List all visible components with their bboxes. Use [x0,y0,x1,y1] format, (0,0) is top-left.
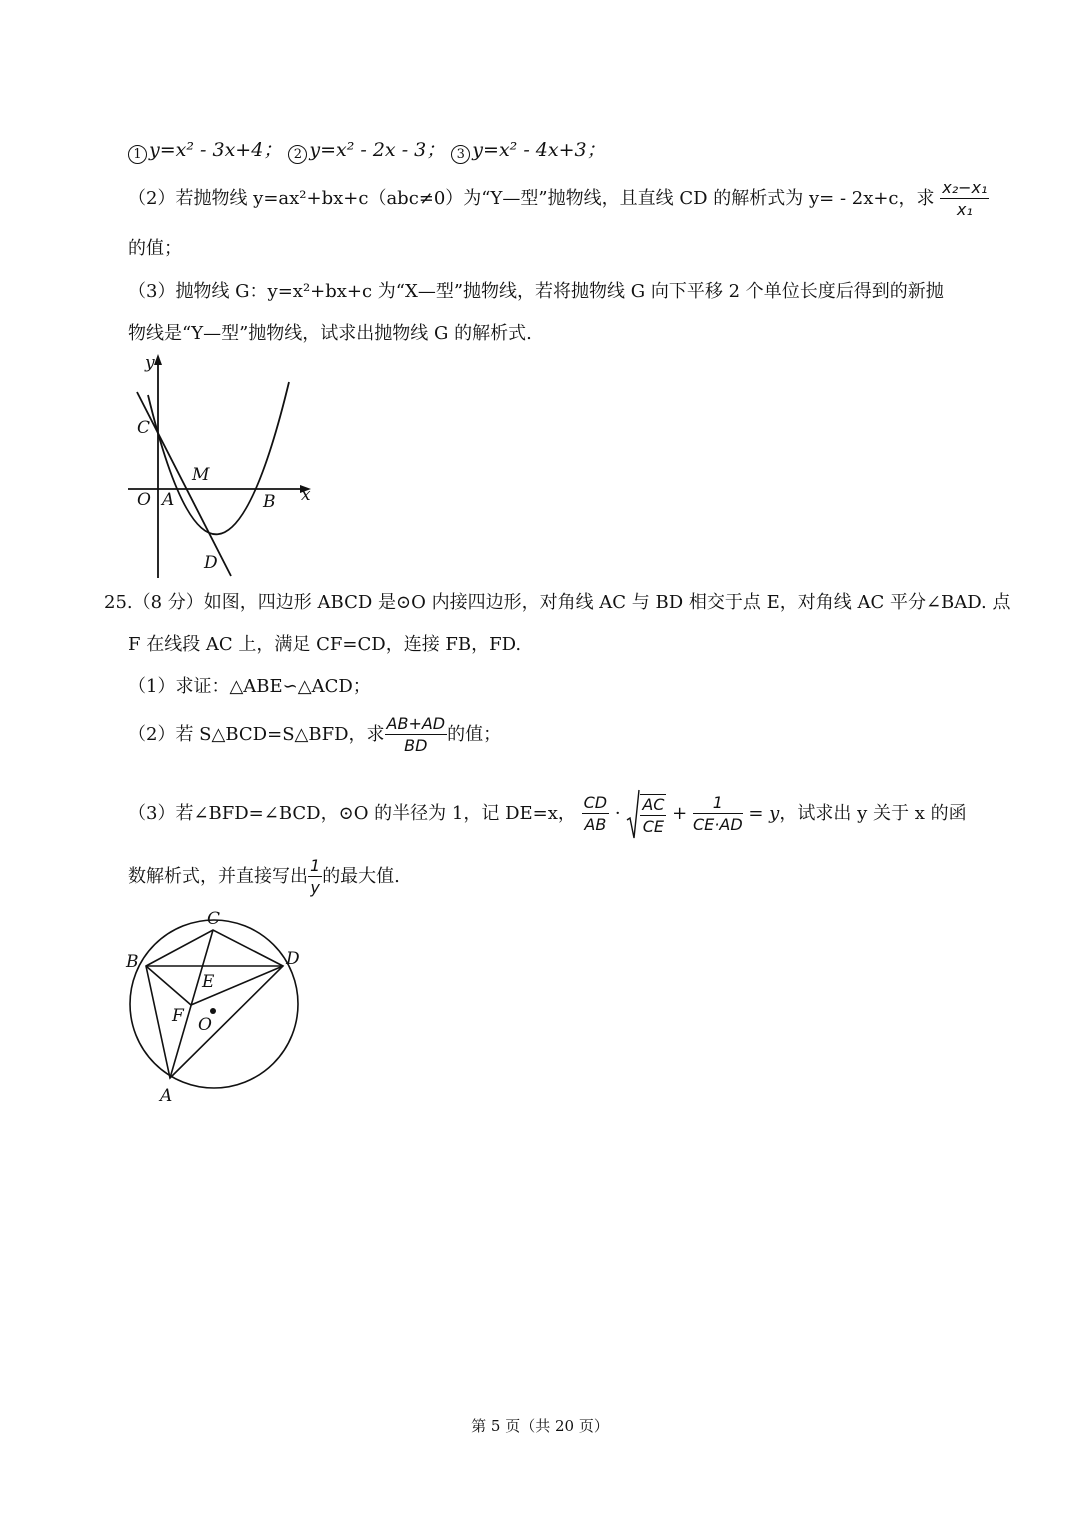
q25-part3-line2 [128,858,400,896]
frac-denominator: BD [404,736,428,755]
q25-part2-tail: 的值； [447,724,502,745]
plus-operator: + [672,803,688,824]
label-m: M [192,465,210,485]
frac-1-y [308,858,322,896]
label-x: x [301,485,311,505]
q25-part3-line2-text: 数解析式，并直接写出 [128,866,308,887]
parabola-figure [125,350,325,580]
label-c: C [137,418,151,438]
frac-denominator: CE [642,816,665,836]
q25-part3 [128,788,967,840]
label-o: O [137,490,151,510]
frac-numerator: 1 [310,856,321,875]
frac-denominator: CE·AD [693,815,743,834]
quadrilateral-abcd [146,930,283,1078]
page-footer: 第 5 页（共 20 页） [471,1417,609,1435]
label-a: A [160,1086,173,1106]
frac-denominator: x₁ [956,200,973,219]
option-1: y=x² - 3x+4； [149,139,283,161]
label-o: O [198,1015,212,1035]
circled-3: 3 [451,145,470,164]
option-3: y=x² - 4x+3； [472,139,606,161]
frac-numerator: x₂−x₁ [942,178,988,197]
circled-1: 1 [128,145,147,164]
label-a: A [162,490,175,510]
label-c: C [207,909,221,929]
label-d: D [204,553,218,573]
frac-numerator: 1 [693,795,743,814]
dot-operator: · [614,803,621,824]
q25-header-line2: F 在线段 AC 上，满足 CF=CD，连接 FB，FD. [128,634,522,655]
line-cd [137,392,231,576]
q24-part2 [128,180,989,218]
frac-ac-ce [640,794,666,835]
sqrt-ac-ce [626,788,666,840]
label-d: D [286,949,300,969]
label-b: B [263,492,276,512]
circle-figure [120,905,320,1110]
q24-part2-text: （2）若抛物线 y=ax²+bx+c（abc≠0）为“Y—型”抛物线，且直线 CD 的解析式为 y= - 2x+c，求 [128,188,935,209]
q25-part3-text: （3）若∠BFD=∠BCD，⊙O 的半径为 1，记 DE=x， [128,803,576,824]
q24-part2-fraction [940,180,989,218]
q24-part3-line2: 物线是“Y—型”抛物线，试求出抛物线 G 的解析式. [128,323,532,344]
label-f: F [172,1006,184,1026]
frac-denominator: y [310,878,320,897]
frac-numerator: AB+AD [386,714,446,733]
q25-part2-fraction [385,716,448,754]
frac-numerator: CD [583,793,608,812]
q25-part1: （1）求证：△ABE∽△ACD； [128,676,371,697]
option-2: y=x² - 2x - 3； [309,139,446,161]
q25-part3-line2-tail: 的最大值. [322,866,400,887]
q24-part3-line1: （3）抛物线 G：y=x²+bx+c 为“X—型”抛物线，若将抛物线 G 向下平移 2 个单位长度后得到的新抛 [128,281,944,302]
q25-part2 [128,716,501,754]
label-e: E [202,972,215,992]
circled-2: 2 [288,145,307,164]
q24-part2-tail: 的值； [128,238,182,259]
radical-sign-icon [626,788,640,840]
frac-denominator: AB [584,815,607,834]
label-b: B [126,952,139,972]
circle-o [130,920,298,1088]
frac-cd-ab [582,795,610,833]
q24-options [128,141,606,164]
q25-part2-text: （2）若 S△BCD=S△BFD，求 [128,724,385,745]
label-y: y [145,353,155,373]
center-point-o [210,1008,216,1014]
q25-header-line1: 25.（8 分）如图，四边形 ABCD 是⊙O 内接四边形，对角线 AC 与 BD 相交于点 E，对角线 AC 平分∠BAD. 点 [104,592,1011,613]
y-axis-arrow-icon [154,354,162,365]
frac-1-ce-ad [693,795,743,833]
frac-numerator: AC [642,794,665,814]
q25-part3-tail: ，试求出 y 关于 x 的函 [779,803,967,824]
equals-y: = y [748,803,780,824]
